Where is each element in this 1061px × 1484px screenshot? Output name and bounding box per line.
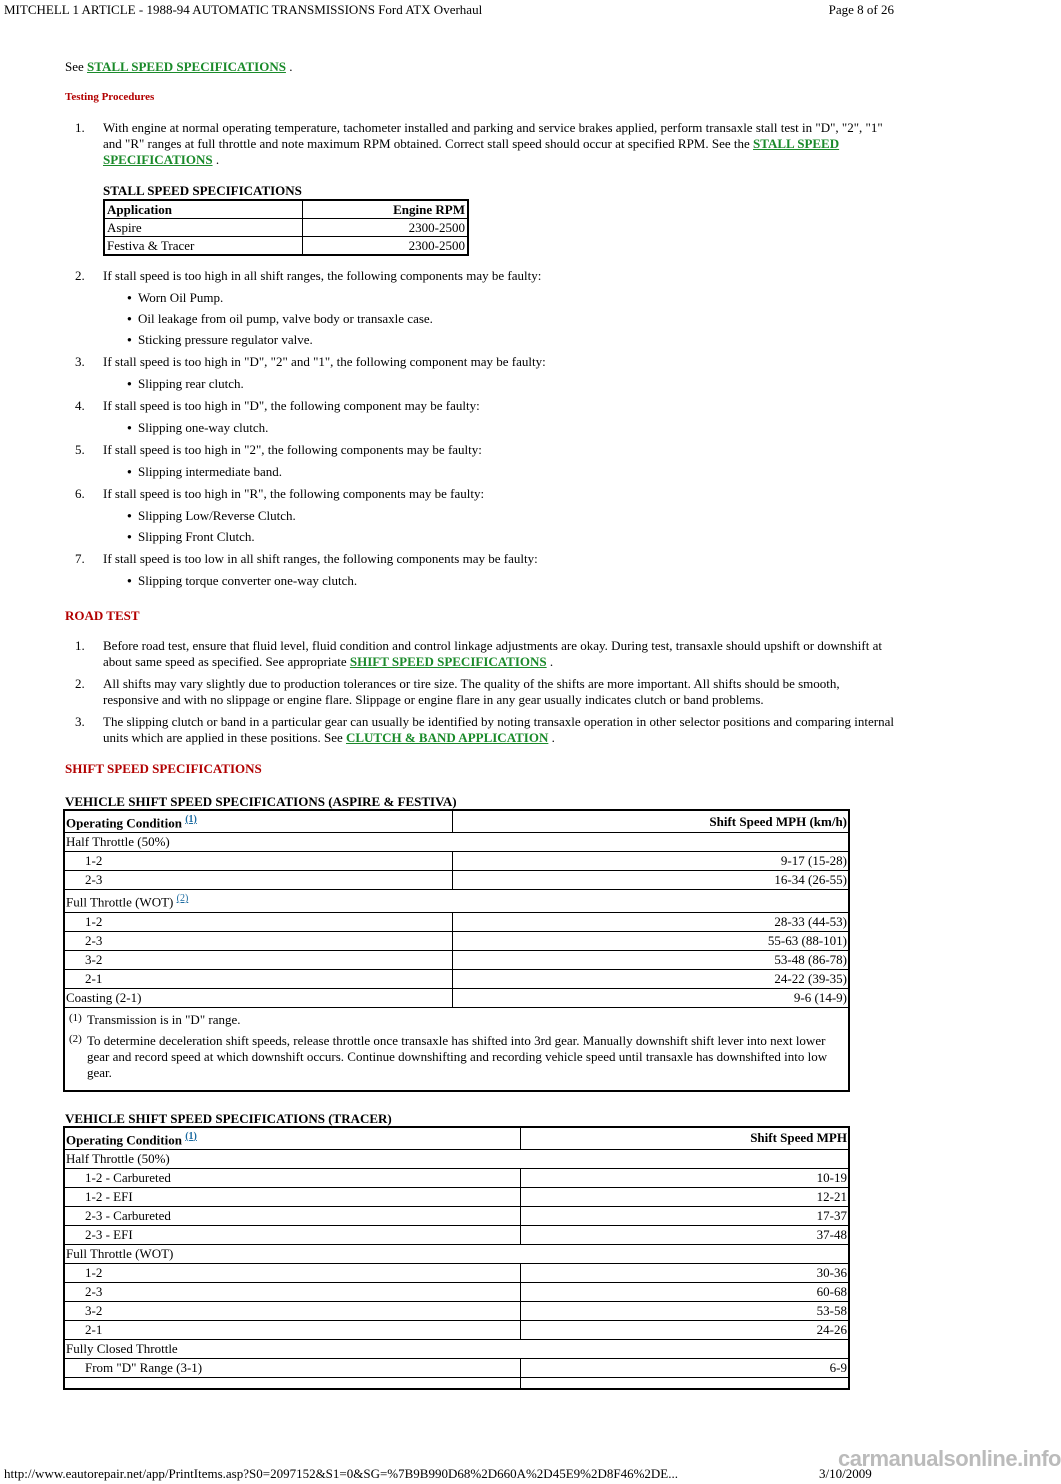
footer-date: 3/10/2009 — [819, 1466, 872, 1481]
footnote-1: (1) Transmission is in "D" range. — [69, 1011, 241, 1027]
table-row: 1-2 - EFI 12-21 — [64, 1187, 849, 1206]
table-row: Festiva & Tracer 2300-2500 — [104, 237, 468, 256]
step-6: 6. If stall speed is too high in "R", the following components may be faulty: ● Slipping Low/Reverse Clutch. ● Slipping Front Clutch. — [65, 486, 895, 545]
road-test-heading: ROAD TEST — [65, 608, 140, 623]
list-item: ● Slipping intermediate band. — [103, 464, 895, 480]
tracer-table-title: VEHICLE SHIFT SPEED SPECIFICATIONS (TRACER) — [65, 1110, 392, 1126]
stall-speed-table — [103, 199, 469, 256]
table-row: From "D" Range (3-1) 6-9 — [64, 1358, 849, 1377]
footnote-2-link[interactable]: (2) — [176, 893, 189, 905]
table-row: 3-2 53-58 — [64, 1301, 849, 1320]
list-item: ● Slipping rear clutch. — [103, 376, 895, 392]
table-row: 1-2 28-33 (44-53) — [64, 912, 849, 931]
list-item: ● Slipping Low/Reverse Clutch. — [103, 508, 895, 524]
testing-steps — [65, 120, 895, 589]
aspire-col-speed: Shift Speed MPH (km/h) — [453, 810, 849, 833]
table-row: Full Throttle (WOT) — [64, 1244, 849, 1263]
table-row: 2-3 - Carbureted 17-37 — [64, 1206, 849, 1225]
page-number: Page 8 of 26 — [828, 2, 894, 17]
tracer-footnote-link[interactable]: (1) — [185, 1130, 197, 1142]
table-notes — [64, 1007, 849, 1091]
footnote-2: (2) To determine deceleration shift speeds, release throttle once transaxle has shifted into 3rd gear. Manually downshift shift lever into next lower gear and record speed at which downshift occurs. Continue downshifting and recording vehicle speed until transaxle has downshifted into low gear. — [69, 1032, 828, 1080]
aspire-shift-table — [63, 809, 850, 1092]
list-item: ● Slipping torque converter one-way clutch. — [103, 573, 895, 589]
road-step-3: 3. The slipping clutch or band in a particular gear can usually be identified by noting transaxle operation in other selector positions and comparing internal units which are applied in these positions. See CLUTCH & BAND APPLICATION . — [75, 714, 894, 745]
road-step-1: 1. Before road test, ensure that fluid level, fluid condition and control linkage adjustments are okay. During test, transaxle should upshift or downshift at about same speed as specified. See appropriate SHIFT SPEED SPECIFICATIONS . — [75, 638, 882, 669]
table-row: Aspire 2300-2500 — [104, 219, 468, 237]
table-row: 1-2 9-17 (15-28) — [64, 852, 849, 871]
step-3: 3. If stall speed is too high in "D", "2" and "1", the following component may be faulty: ● Slipping rear clutch. — [65, 354, 895, 392]
list-item: ● Worn Oil Pump. — [103, 290, 895, 306]
watermark-logo: carmanualsonline.info — [838, 1446, 1061, 1471]
tracer-shift-table — [63, 1126, 850, 1390]
table-row: Half Throttle (50%) — [64, 1149, 849, 1168]
aspire-col-condition: Operating Condition $^{(1)}$ — [64, 810, 453, 833]
table-row: Half Throttle (50%) — [64, 833, 849, 852]
article-body — [65, 58, 895, 1390]
list-item: ● Oil leakage from oil pump, valve body or transaxle case. — [103, 311, 895, 327]
table-row: Coasting (2-1) 9-6 (14-9) — [64, 988, 849, 1007]
step-1: 1. With engine at normal operating temperature, tachometer installed and parking and service brakes applied, perform transaxle stall test in "D", "2", "1" and "R" ranges at full throttle and note maximum RPM obtained. Correct stall speed should occur at specified RPM. See the STALL SPEED SPECIFICATIONS . STALL SPEED SPECIFICATIONS Application Engine RPM Aspire 2300-2500 Festiva & Tracer 2300-2500 — [65, 120, 895, 256]
footnote-1-link[interactable]: (1) — [185, 814, 197, 825]
table-row: 2-3 - EFI 37-48 — [64, 1225, 849, 1244]
table-row: 2-1 24-26 — [64, 1320, 849, 1339]
table-row: 2-3 16-34 (26-55) — [64, 871, 849, 890]
road-step-2: 2. All shifts may vary slightly due to production tolerances or tire size. The quality of the shifts are more important. All shifts should be smooth, responsive and with no slippage or engine flare. Slippage or engine flare in any gear usually indicates clutch or band problems. — [75, 676, 840, 707]
stall-col-application: Application — [104, 200, 303, 219]
stall-spec-link[interactable]: STALL SPEED SPECIFICATIONS — [87, 59, 286, 74]
step-7: 7. If stall speed is too low in all shift ranges, the following components may be faulty: ● Slipping torque converter one-way clutch. — [65, 551, 895, 589]
intro-line: See STALL SPEED SPECIFICATIONS . — [65, 59, 293, 74]
table-row: Fully Closed Throttle — [64, 1339, 849, 1358]
step-5: 5. If stall speed is too high in "2", the following components may be faulty: ● Slipping intermediate band. — [65, 442, 895, 480]
step-4: 4. If stall speed is too high in "D", the following component may be faulty: ● Slipping one-way clutch. — [65, 398, 895, 436]
testing-procedures-heading: Testing Procedures — [65, 91, 155, 103]
table-row: 2-3 60-68 — [64, 1282, 849, 1301]
shift-spec-link[interactable]: SHIFT SPEED SPECIFICATIONS — [349, 654, 547, 669]
page-footer — [4, 1466, 872, 1482]
clutch-band-link[interactable]: CLUTCH & BAND APPLICATION — [345, 730, 549, 745]
table-row: 1-2 30-36 — [64, 1263, 849, 1282]
table-row: 3-2 53-48 (86-78) — [64, 950, 849, 969]
footer-url: http://www.eautorepair.net/app/PrintItems.asp?S0=2097152&S1=0&SG=%7B9B990D68%2D660A%2D45E9%2D8F46%2DE... — [4, 1466, 678, 1481]
stall-col-rpm: Engine RPM — [303, 200, 468, 219]
list-item: ● Sticking pressure regulator valve. — [103, 332, 895, 348]
stall-table-title: STALL SPEED SPECIFICATIONS — [103, 183, 302, 198]
table-row: Full Throttle (WOT) $^{(2)}$ — [64, 890, 849, 912]
table-row: 2-1 24-22 (39-35) — [64, 969, 849, 988]
table-row: 1-2 - Carbureted 10-19 — [64, 1168, 849, 1187]
road-test-steps — [65, 638, 895, 746]
list-item: ● Slipping Front Clutch. — [103, 529, 895, 545]
tracer-col-condition: Operating Condition $^{(1)}$ — [64, 1127, 521, 1150]
table-row — [64, 1377, 849, 1389]
aspire-table-title: VEHICLE SHIFT SPEED SPECIFICATIONS (ASPIRE & FESTIVA) — [65, 794, 457, 809]
stall-spec-link-2[interactable]: STALL SPEED SPECIFICATIONS — [103, 136, 840, 167]
step-2: 2. If stall speed is too high in all shift ranges, the following components may be faulty: ● Worn Oil Pump. ● Oil leakage from oil pump, valve body or transaxle case. ● Sticking pressure regulator valve. — [65, 268, 895, 348]
document-title: MITCHELL 1 ARTICLE - 1988-94 AUTOMATIC TRANSMISSIONS Ford ATX Overhaul — [4, 2, 483, 17]
shift-speed-heading: SHIFT SPEED SPECIFICATIONS — [65, 761, 262, 776]
list-item: ● Slipping one-way clutch. — [103, 420, 895, 436]
table-row: 2-3 55-63 (88-101) — [64, 931, 849, 950]
tracer-col-speed: Shift Speed MPH — [521, 1127, 849, 1150]
